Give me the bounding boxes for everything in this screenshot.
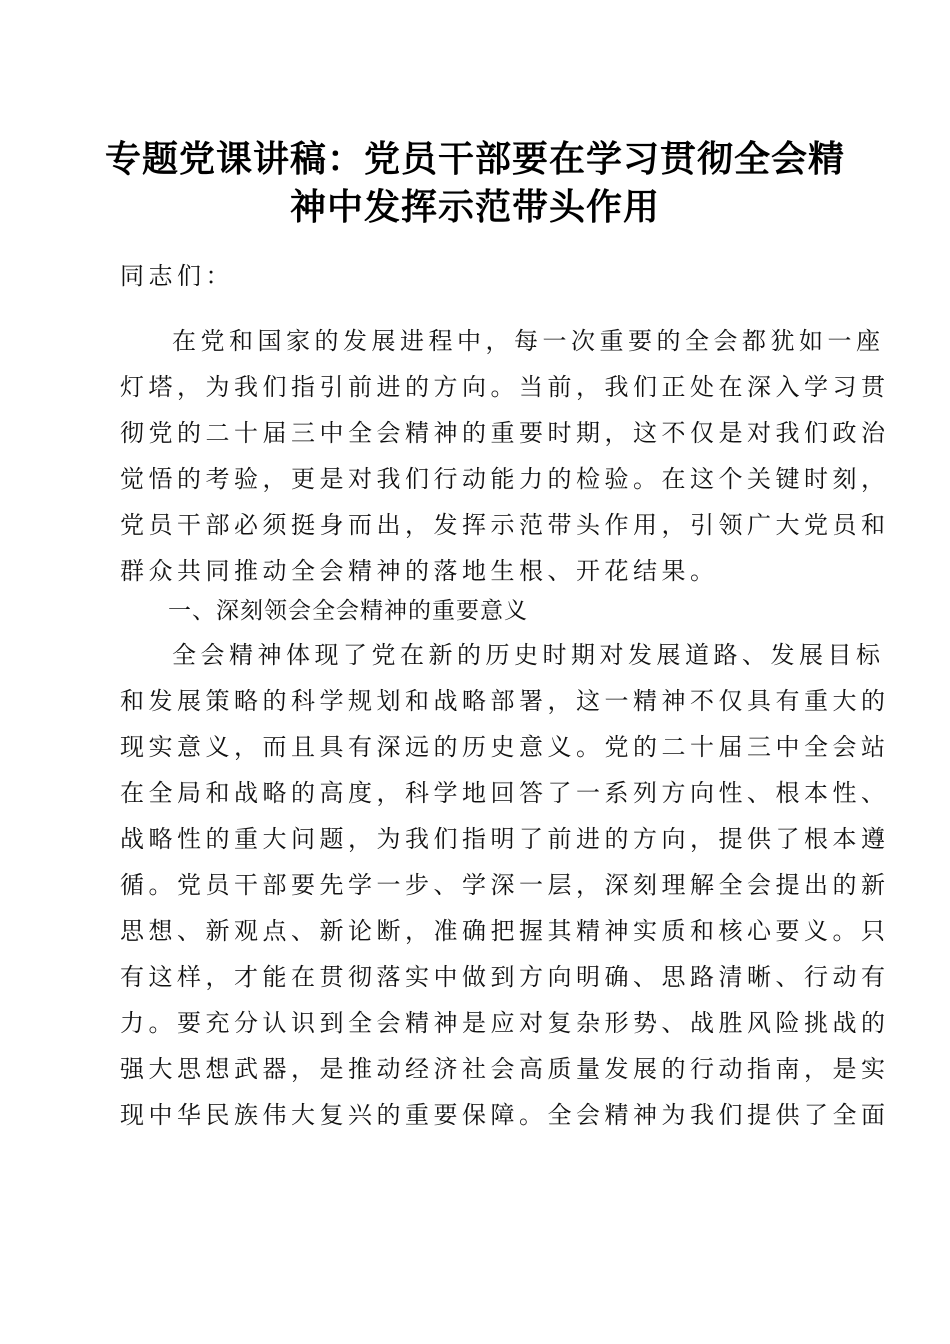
- paragraph-line: 力。要充分认识到全会精神是应对复杂形势、战胜风险挑战的: [120, 1009, 890, 1037]
- paragraph-line: 思想、新观点、新论断，准确把握其精神实质和核心要义。只: [120, 917, 890, 945]
- paragraph-line: 现实意义，而且具有深远的历史意义。党的二十届三中全会站: [120, 733, 890, 761]
- paragraph-intro: [120, 318, 890, 594]
- paragraph-line: 在党和国家的发展进程中，每一次重要的全会都犹如一座: [172, 327, 885, 355]
- greeting-text: 同志们：: [120, 262, 234, 290]
- paragraph-line: 彻党的二十届三中全会精神的重要时期，这不仅是对我们政治: [120, 419, 890, 447]
- paragraph-line: 全会精神体现了党在新的历史时期对发展道路、发展目标: [172, 641, 885, 669]
- greeting: [120, 253, 830, 299]
- paragraph-line: 战略性的重大问题，为我们指明了前进的方向，提供了根本遵: [120, 825, 890, 853]
- page-title: [100, 135, 850, 231]
- paragraph-line: 循。党员干部要先学一步、学深一层，深刻理解全会提出的新: [120, 871, 890, 899]
- paragraph-line: 党员干部必须挺身而出，发挥示范带头作用，引领广大党员和: [120, 511, 890, 539]
- paragraph-line: 在全局和战略的高度，科学地回答了一系列方向性、根本性、: [120, 779, 890, 807]
- paragraph-line: 群众共同推动全会精神的落地生根、开花结果。: [120, 557, 719, 585]
- paragraph-line: 现中华民族伟大复兴的重要保障。全会精神为我们提供了全面: [120, 1101, 890, 1129]
- paragraph-line: 灯塔，为我们指引前进的方向。当前，我们正处在深入学习贯: [120, 373, 890, 401]
- paragraph-line: 和发展策略的科学规划和战略部署，这一精神不仅具有重大的: [120, 687, 890, 715]
- title-line: 神中发挥示范带头作用: [289, 186, 660, 228]
- paragraph-line: 有这样，才能在贯彻落实中做到方向明确、思路清晰、行动有: [120, 963, 890, 991]
- title-line: 专题党课讲稿：党员干部要在学习贯彻全会精: [104, 138, 845, 180]
- paragraph-line: 觉悟的考验，更是对我们行动能力的检验。在这个关键时刻，: [120, 465, 890, 493]
- section-heading: 一、深刻领会全会精神的重要意义: [168, 598, 528, 624]
- paragraph-section1: [120, 632, 890, 1138]
- paragraph-line: 强大思想武器，是推动经济社会高质量发展的行动指南，是实: [120, 1055, 890, 1083]
